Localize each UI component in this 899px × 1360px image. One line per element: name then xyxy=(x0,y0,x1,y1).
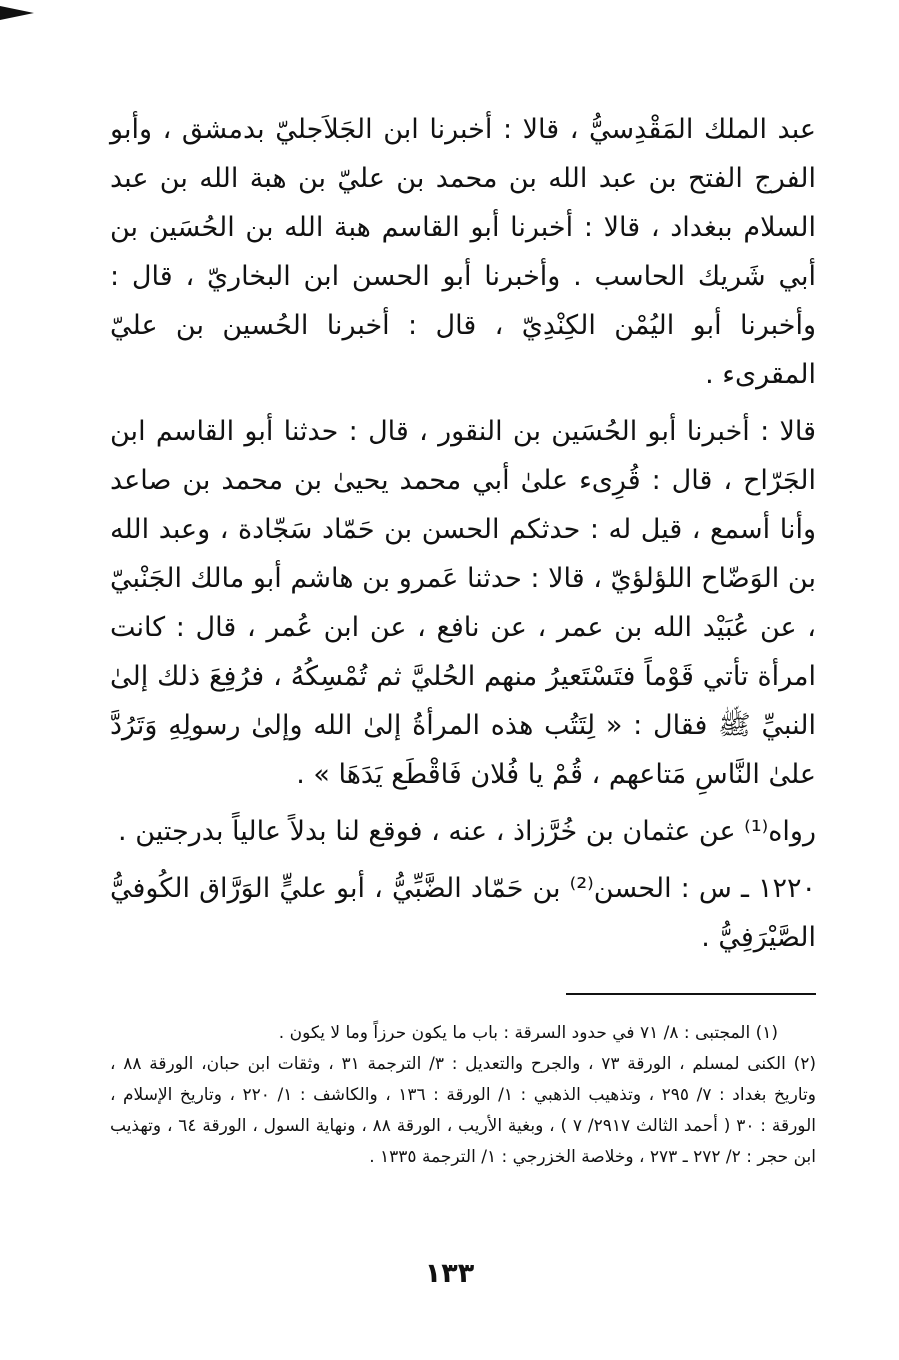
paragraph-1: عبد الملك المَقْدِسيُّ ، قالا : أخبرنا ابن الجَلاَجليّ بدمشق ، وأبو الفرج الفتح بن عبد الله بن محمد بن عليّ بن هبة الله بن عبد السلام ببغداد ، قالا : أخبرنا أبو القاسم هبة الله بن الحُسَين بن أبي شَريك الحاسب . وأخبرنا أبو الحسن ابن البخاريّ ، قال : وأخبرنا أبو اليُمْن الكِنْدِيّ ، قال : أخبرنا الحُسين بن عليّ المقرىء . xyxy=(110,114,816,390)
main-text-block xyxy=(110,105,816,962)
footnote-2: (٢) الكنى لمسلم ، الورقة ٧٣ ، والجرح والتعديل : ٣/ الترجمة ٣١ ، وثقات ابن حبان، الورقة ٨٨ ، وتاريخ بغداد : ٧/ ٢٩٥ ، وتذهيب الذهبي : ١/ الورقة : ١٣٦ ، والكاشف : ١/ ٢٢٠ ، وتاريخ الإسلام ، الورقة : ٣٠ ( أحمد الثالث ٢٩١٧/ ٧ ) ، وبغية الأريب ، الورقة ٨٨ ، ونهاية السول ، الورقة ٦٤ ، وتهذيب ابن حجر : ٢/ ٢٧٢ ـ ٢٧٣ ، وخلاصة الخزرجي : ١/ الترجمة ١٣٣٥ . xyxy=(110,1054,816,1167)
footnote-divider xyxy=(566,993,816,995)
corner-triangle-mark xyxy=(0,6,34,20)
page-number: ١٣٣ xyxy=(424,1258,475,1289)
paragraph-3: رواه⁽¹⁾ عن عثمان بن خُرَّزاذ ، عنه ، فوقع لنا بدلاً عالياً بدرجتين . xyxy=(118,816,816,847)
paragraph-2: قالا : أخبرنا أبو الحُسَين بن النقور ، قال : حدثنا أبو القاسم ابن الجَرّاح ، قال : قُرِىء علىٰ أبي محمد يحيىٰ بن محمد بن صاعد وأنا أسمع ، قيل له : حدثكم الحسن بن حَمّاد سَجّادة ، وعبد الله بن الوَضّاح اللؤلؤيّ ، قالا : حدثنا عَمرو بن هاشم أبو مالك الجَنْبيّ ، عن عُبَيْد الله بن عمر ، عن نافع ، عن ابن عُمر ، قال : كانت امرأة تأتي قَوْماً فتَسْتَعيرُ منهم الحُليَّ ثم تُمْسِكُهُ ، فرُفِعَ ذلك إلىٰ النبيِّ ﷺ فقال : « لِتَتُب هذه المرأةُ إلىٰ الله وإلىٰ رسولِهِ وَتَرُدَّ علىٰ النَّاسِ مَتاعهم ، قُمْ يا فُلان فَاقْطَع يَدَهَا » . xyxy=(110,416,816,790)
paragraph-4-entry: ١٢٢٠ ـ س : الحسن⁽²⁾ بن حَمّاد الضَّبِّيُّ ، أبو عليٍّ الوَرَّاق الكُوفيُّ الصَّيْرَفِيُّ . xyxy=(110,873,816,953)
footnote-1: (١) المجتبى : ٨/ ٧١ في حدود السرقة : باب ما يكون حرزاً وما لا يكون . xyxy=(278,1023,778,1043)
footnotes xyxy=(110,1018,816,1173)
